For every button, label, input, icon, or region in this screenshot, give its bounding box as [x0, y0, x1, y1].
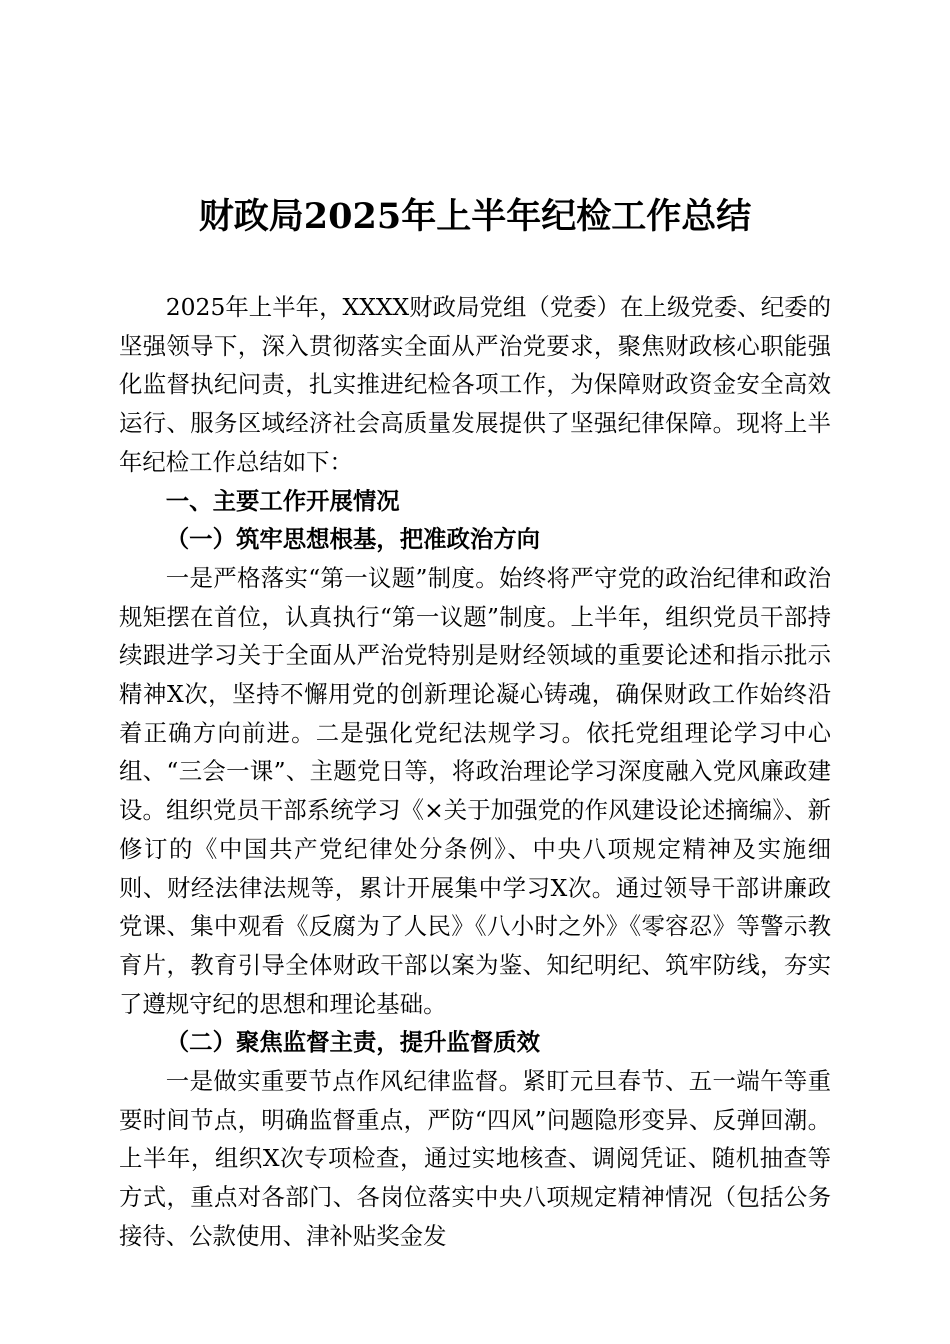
subsection-paragraph-2: 一是做实重要节点作风纪律监督。紧盯元旦春节、五一端午等重要时间节点，明确监督重点，严防“四风”问题隐形变异、反弹回潮。上半年，组织X次专项检查，通过实地核查、调阅凭证、随机抽查等方式，重点对各部门、各岗位落实中央八项规定精神情况（包括公务接待、公款使用、津补贴奖金发: [119, 1067, 831, 1250]
subsection-heading-2: （二）聚焦监督主责，提升监督质效: [165, 1028, 541, 1057]
subsection-paragraph-1: 一是严格落实“第一议题”制度。始终将严守党的政治纪律和政治规矩摆在首位，认真执行“第一议题”制度。上半年，组织党员干部持续跟进学习关于全面从严治党特别是财经领域的重要论述和指示批示精神X次，坚持不懈用党的创新理论凝心铸魂，确保财政工作始终沿着正确方向前进。二是强化党纪法规学习。依托党组理论学习中心组、“三会一课”、主题党日等，将政治理论学习深度融入党风廉政建设。组织党员干部系统学习《×关于加强党的作风建设论述摘编》、新修订的《中国共产党纪律处分条例》、中央八项规定精神及实施细则、财经法律法规等，累计开展集中学习X次。通过领导干部讲廉政党课、集中观看《反腐为了人民》《八小时之外》《零容忍》等警示教育片，教育引导全体财政干部以案为鉴、知纪明纪、筑牢防线，夯实了遵规守纪的思想和理论基础。: [119, 563, 831, 1018]
section-heading: 一、主要工作开展情况: [165, 486, 400, 515]
subsection-heading-1: （一）筑牢思想根基，把准政治方向: [165, 525, 541, 554]
document-title: 财政局2025年上半年纪检工作总结: [198, 196, 752, 237]
intro-paragraph: 2025年上半年，XXXX财政局党组（党委）在上级党委、纪委的坚强领导下，深入贯彻落实全面从严治党要求，聚焦财政核心职能强化监督执纪问责，扎实推进纪检各项工作，为保障财政资金安全高效运行、服务区域经济社会高质量发展提供了坚强纪律保障。现将上半年纪检工作总结如下：: [119, 293, 831, 476]
document-body: [119, 288, 831, 1256]
